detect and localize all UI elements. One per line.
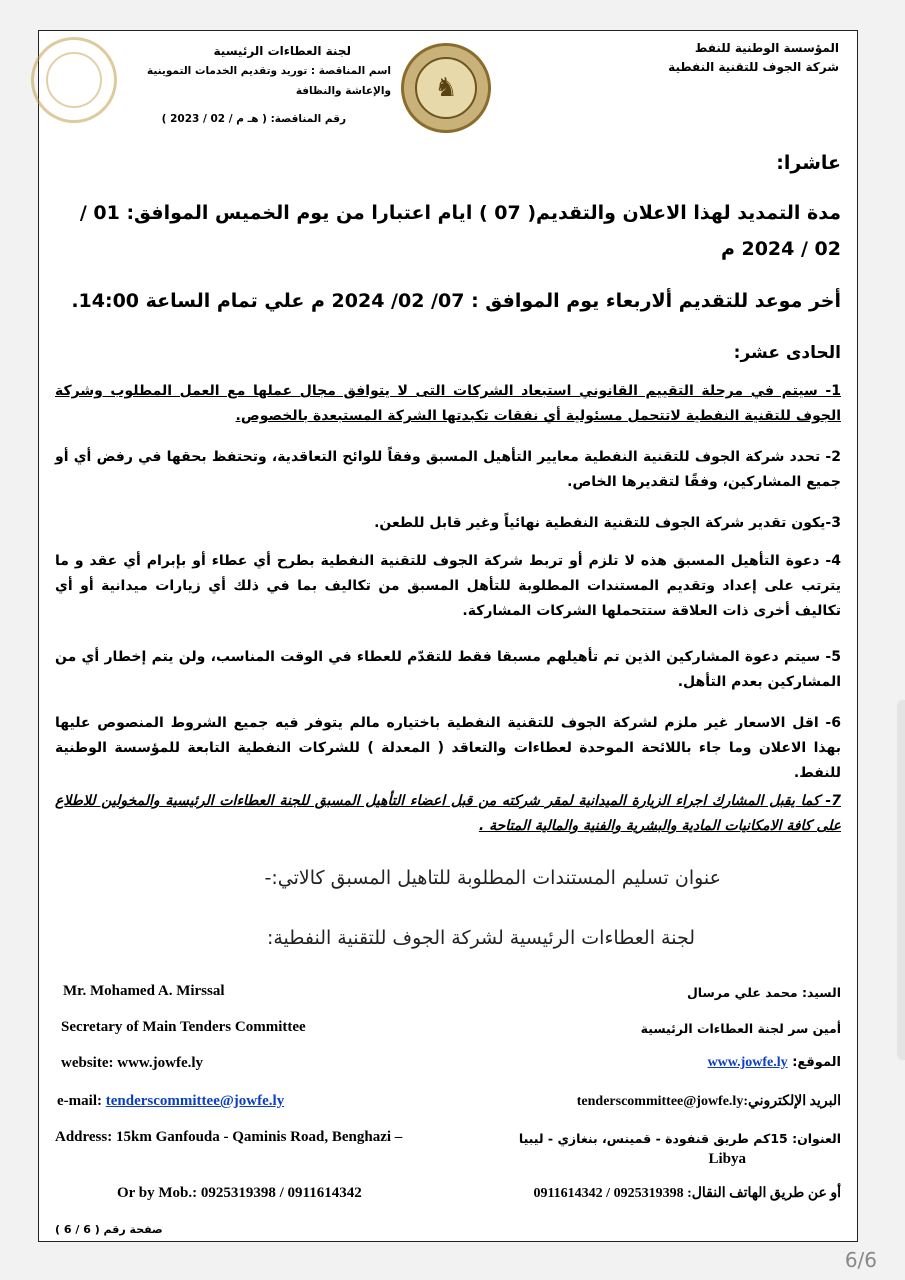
contact-name-ar: السيد: محمد علي مرسال bbox=[686, 985, 841, 1000]
website-en: website: www.jowfe.ly bbox=[61, 1055, 204, 1071]
company-logo-icon: ♞ bbox=[401, 43, 491, 133]
extension-line-2: 02 / 2024 م bbox=[720, 238, 841, 260]
extension-text bbox=[53, 195, 841, 267]
scrollbar-handle[interactable] bbox=[897, 700, 905, 1060]
email-label: e-mail: bbox=[57, 1093, 102, 1109]
address-en: Address: 15km Ganfouda - Qaminis Road, Benghazi – bbox=[55, 1129, 403, 1145]
condition-item-3: 3-يكون تقدير شركة الجوف للتقنية النفطية نهائياً وغير قابل للطعن. bbox=[374, 515, 841, 531]
tender-name: اسم المناقصة : توريد وتقديم الخدمات التموينية والإعاشة والنظافة bbox=[146, 65, 391, 97]
tender-header bbox=[101, 41, 391, 129]
contact-role-ar: أمين سر لجنة العطاءات الرئيسية bbox=[640, 1021, 841, 1036]
viewer-page-indicator: 6/6 bbox=[844, 1248, 877, 1272]
address-ar bbox=[511, 1129, 841, 1169]
condition-item-7: 7- كما يقبل المشارك اجراء الزيارة الميدانية لمقر شركته من قبل اعضاء التأهيل المسبق للجنة العطاءات الرئيسية والمخولين للاطلاع على كافة الامكانيات المادية والبشرية والفنية والمالية المتاحة . bbox=[55, 793, 841, 834]
address-title: عنوان تسليم المستندات المطلوبة للتاهيل المسبق كالاتي:- bbox=[264, 867, 721, 889]
condition-item-1: 1- سيتم في مرحلة التقييم القانوني استبعاد الشركات التى لا يتوافق مجال عملها مع العمل المطلوب وشركة الجوف للتقنية النفطية لاتتحمل مسئولية أي نفقات تكبدتها الشركة المستبعدة بالخصوص. bbox=[55, 383, 841, 424]
section-11-heading: الحادى عشر: bbox=[733, 343, 841, 363]
page-number-label: صفحة رقم ( 6 / 6 ) bbox=[55, 1223, 163, 1236]
document-page bbox=[38, 30, 858, 1242]
address-ar-line-2: Libya bbox=[708, 1151, 746, 1167]
address-subtitle: لجنة العطاءات الرئيسية لشركة الجوف للتقنية النفطية: bbox=[266, 927, 695, 949]
condition-item-4: 4- دعوة التأهيل المسبق هذه لا تلزم أو تربط شركة الجوف للتقنية النفطية بطرح أي عطاء أو بإبرام أي عقد و ما يترتب على إعداد وتقديم المستندات المطلوبة للتأهل المسبق من تكاليف بما في ذلك أي زيارات ميدانية أو أي تكاليف أخرى ذات العلاقة ستتحملها الشركات المشاركة. bbox=[55, 553, 841, 619]
deadline-text: أخر موعد للتقديم ألاربعاء يوم الموافق : 07/ 02/ 2024 م علي تمام الساعة 14:00. bbox=[71, 290, 841, 312]
condition-item-2: 2- تحدد شركة الجوف للتقنية النفطية معايير التأهيل المسبق وفقاً للوائح التعاقدية، وتحتفظ بحقها في رفض أي أو جميع المشاركين، وفقًا لتقديرها الخاص. bbox=[55, 449, 841, 490]
website-ar bbox=[708, 1055, 841, 1071]
tender-number: رقم المناقصة: ( هـ م / 02 / 2023 ) bbox=[161, 113, 346, 125]
section-10-heading: عاشرا: bbox=[776, 152, 841, 174]
mobile-en: Or by Mob.: 0925319398 / 0911614342 bbox=[117, 1185, 362, 1201]
address-ar-line-1: العنوان: 15كم طريق قنفودة - قمينس، بنغازي - ليبيا bbox=[518, 1131, 841, 1146]
condition-item-5: 5- سيتم دعوة المشاركين الذين تم تأهيلهم مسبقا فقط للتقدّم للعطاء في الوقت المناسب، ولن يتم إخطار أي من المشاركين بعدم التأهل. bbox=[55, 649, 841, 690]
contact-name-en: Mr. Mohamed A. Mirssal bbox=[63, 983, 225, 999]
org-name: المؤسسة الوطنية للنفط bbox=[694, 41, 839, 55]
company-name: شركة الجوف للتقنية النفطية bbox=[668, 60, 839, 74]
email-link[interactable]: tenderscommittee@jowfe.ly bbox=[105, 1093, 285, 1109]
mobile-ar: أو عن طريق الهاتف النقال: 0925319398 / 0911614342 bbox=[533, 1186, 841, 1201]
org-header bbox=[668, 39, 839, 77]
contact-role-en: Secretary of Main Tenders Committee bbox=[61, 1019, 306, 1035]
email-ar: البريد الإلكتروني:tenderscommittee@jowfe.ly bbox=[576, 1094, 841, 1109]
extension-line-1: مدة التمديد لهذا الاعلان والتقديم( 07 ) ايام اعتبارا من يوم الخميس الموافق: 01 / bbox=[79, 202, 841, 224]
condition-item-6: 6- اقل الاسعار غير ملزم لشركة الجوف للتقنية النفطية باختياره مالم يتوفر فيه جميع الشروط المنصوص عليها بهذا الاعلان وما جاء باللائحة الموحدة لعطاءات والتعاقد ( المعدلة ) للشركات النفطية التابعة للمؤسسة الوطنية للنفط. bbox=[55, 715, 841, 781]
website-ar-label: الموقع: bbox=[792, 1055, 841, 1070]
email-en bbox=[57, 1093, 284, 1110]
committee-name: لجنة العطاءات الرئيسية bbox=[213, 44, 351, 58]
website-link[interactable]: www.jowfe.ly bbox=[707, 1055, 788, 1070]
